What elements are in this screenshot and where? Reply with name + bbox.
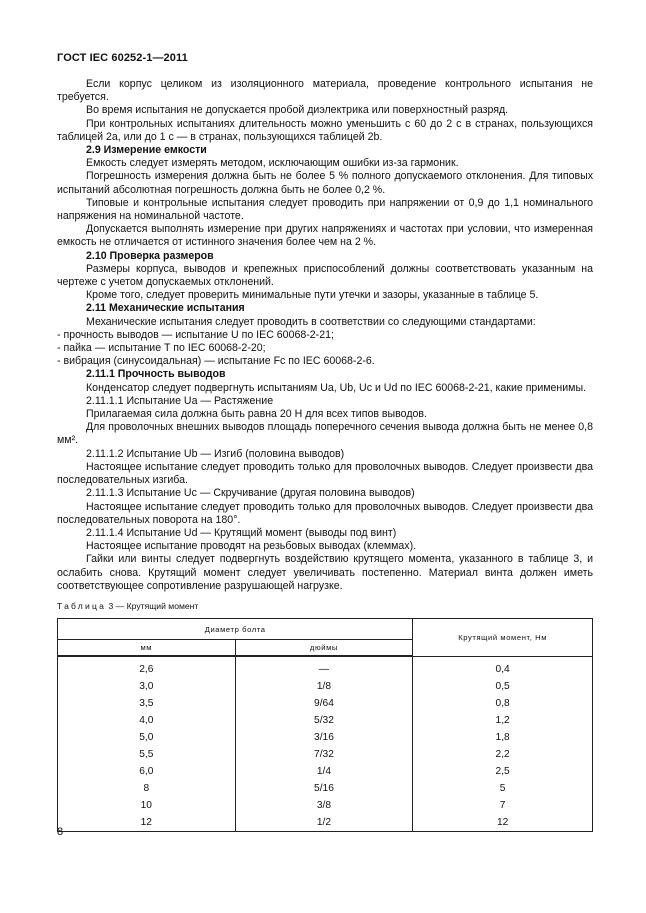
paragraph: Механические испытания следует проводить в соответствии со следующими стандартами: bbox=[86, 315, 536, 328]
section-heading: 2.9 Измерение емкости bbox=[86, 144, 207, 157]
cell-inch: 3/16 bbox=[235, 729, 413, 746]
col-header-bolt-diameter: Диаметр болта bbox=[58, 619, 413, 640]
paragraph: 2.11.1.4 Испытание Ud — Крутящий момент (выводы под винт) bbox=[86, 526, 397, 539]
col-header-inch: дюймы bbox=[235, 640, 413, 657]
cell-torque: 0,8 bbox=[413, 695, 593, 712]
torque-table bbox=[57, 618, 593, 832]
cell-mm: 12 bbox=[58, 814, 236, 832]
table-caption-title: 3 — Крутящий момент bbox=[108, 601, 199, 611]
paragraph: Конденсатор следует подвергнуть испытаниям Ua, Ub, Uc и Ud по IEC 60068-2-21, какие применимы. bbox=[86, 381, 587, 394]
section-heading: 2.11 Механические испытания bbox=[86, 302, 245, 315]
cell-torque: 1,2 bbox=[413, 712, 593, 729]
table-caption-label: Таблица bbox=[57, 601, 107, 611]
cell-torque: 0,4 bbox=[413, 661, 593, 678]
cell-inch: 1/2 bbox=[235, 814, 413, 832]
table-row bbox=[58, 661, 593, 678]
col-header-mm: мм bbox=[58, 640, 236, 657]
cell-mm: 8 bbox=[58, 780, 236, 797]
table-row bbox=[58, 746, 593, 763]
table-row bbox=[58, 712, 593, 729]
col-header-torque: Крутящий момент, Нм bbox=[413, 619, 593, 657]
cell-mm: 6,0 bbox=[58, 763, 236, 780]
paragraph: Допускается выполнять измерение при других напряжениях и частотах при условии, что измеренная емкость не отличается от истинного значения более чем на 2 %. bbox=[57, 223, 593, 249]
cell-mm: 4,0 bbox=[58, 712, 236, 729]
paragraph: Для проволочных внешних выводов площадь поперечного сечения вывода должна быть не менее 0,8 мм². bbox=[57, 421, 593, 447]
cell-inch: 9/64 bbox=[235, 695, 413, 712]
paragraph: Кроме того, следует проверить минимальные пути утечки и зазоры, указанные в таблице 5. bbox=[86, 289, 539, 302]
cell-mm: 2,6 bbox=[58, 661, 236, 678]
cell-inch: 5/32 bbox=[235, 712, 413, 729]
paragraph: 2.11.1.1 Испытание Ua — Растяжение bbox=[86, 394, 274, 407]
paragraph: Настоящее испытание следует проводить только для проволочных выводов. Следует произвести два последовательных поворота на 180°. bbox=[57, 500, 593, 526]
cell-torque: 2,2 bbox=[413, 746, 593, 763]
cell-torque: 1,8 bbox=[413, 729, 593, 746]
paragraph: 2.11.1.3 Испытание Uc — Скручивание (другая половина выводов) bbox=[86, 487, 415, 500]
table-row bbox=[58, 797, 593, 814]
page-number: 8 bbox=[57, 826, 64, 838]
cell-mm: 3,0 bbox=[58, 678, 236, 695]
paragraph: Прилагаемая сила должна быть равна 20 Н для всех типов выводов. bbox=[86, 408, 427, 421]
paragraph: Настоящее испытание следует проводить только для проволочных выводов. Следует произвести два последовательных изгиба. bbox=[57, 460, 593, 487]
table-caption bbox=[57, 601, 198, 611]
cell-torque: 7 bbox=[413, 797, 593, 814]
table-row bbox=[58, 780, 593, 797]
paragraph: При контрольных испытаниях длительность можно уменьшить с 60 до 2 с в странах, пользующихся таблицей 2а, или до 1 с — в странах, пользующихся таблицей 2b. bbox=[57, 117, 593, 143]
cell-mm: 10 bbox=[58, 797, 236, 814]
cell-inch: 1/8 bbox=[235, 678, 413, 695]
paragraph: Во время испытания не допускается пробой диэлектрика или поверхностный разряд. bbox=[86, 104, 509, 117]
cell-inch: 3/8 bbox=[235, 797, 413, 814]
table-row bbox=[58, 695, 593, 712]
document-header: ГОСТ IEC 60252-1—2011 bbox=[57, 52, 188, 64]
paragraph: Если корпус целиком из изоляционного материала, проведение контрольного испытания не требуется. bbox=[57, 78, 593, 104]
paragraph: - пайка — испытание T по IEC 60068-2-20; bbox=[57, 342, 266, 355]
cell-torque: 0,5 bbox=[413, 678, 593, 695]
cell-torque: 12 bbox=[413, 814, 593, 832]
cell-inch: — bbox=[235, 661, 413, 678]
paragraph: Настоящее испытание проводят на резьбовых выводах (клеммах). bbox=[86, 540, 417, 553]
section-heading: 2.10 Проверка размеров bbox=[86, 249, 214, 262]
paragraph: Размеры корпуса, выводов и крепежных приспособлений должны соответствовать указанным на чертеже с учетом допускаемых отклонений. bbox=[57, 262, 593, 289]
cell-mm: 5,5 bbox=[58, 746, 236, 763]
paragraph: - вибрация (синусоидальная) — испытание Fc по IEC 60068-2-6. bbox=[57, 355, 375, 368]
table-body bbox=[58, 661, 593, 832]
paragraph: 2.11.1.2 Испытание Ub — Изгиб (половина выводов) bbox=[86, 447, 345, 460]
section-heading: 2.11.1 Прочность выводов bbox=[86, 368, 226, 381]
cell-mm: 5,0 bbox=[58, 729, 236, 746]
cell-inch: 1/4 bbox=[235, 763, 413, 780]
paragraph: Типовые и контрольные испытания следует проводить при напряжении от 0,9 до 1,1 номинального напряжения на номинальной частоте. bbox=[57, 196, 593, 223]
cell-inch: 5/16 bbox=[235, 780, 413, 797]
cell-torque: 5 bbox=[413, 780, 593, 797]
table-row bbox=[58, 729, 593, 746]
cell-torque: 2,5 bbox=[413, 763, 593, 780]
table-row bbox=[58, 678, 593, 695]
cell-mm: 3,5 bbox=[58, 695, 236, 712]
cell-inch: 7/32 bbox=[235, 746, 413, 763]
body-text bbox=[57, 78, 593, 593]
paragraph: Погрешность измерения должна быть не более 5 % полного допускаемого отклонения. Для типовых испытаний абсолютная погрешность должна быть не более 0,2 %. bbox=[57, 170, 593, 196]
table-row bbox=[58, 814, 593, 832]
paragraph: Емкость следует измерять методом, исключающим ошибки из-за гармоник. bbox=[86, 157, 459, 170]
paragraph: Гайки или винты следует подвергнуть воздействию крутящего момента, указанного в таблице 3, и ослабить снова. Крутящий момент следует увеличивать постепенно. Материал винта должен иметь соответствующее сопротивление разрушающей нагрузке. bbox=[57, 553, 593, 592]
table-row bbox=[58, 763, 593, 780]
paragraph: - прочность выводов — испытание U по IEC 60068-2-21; bbox=[57, 328, 334, 341]
